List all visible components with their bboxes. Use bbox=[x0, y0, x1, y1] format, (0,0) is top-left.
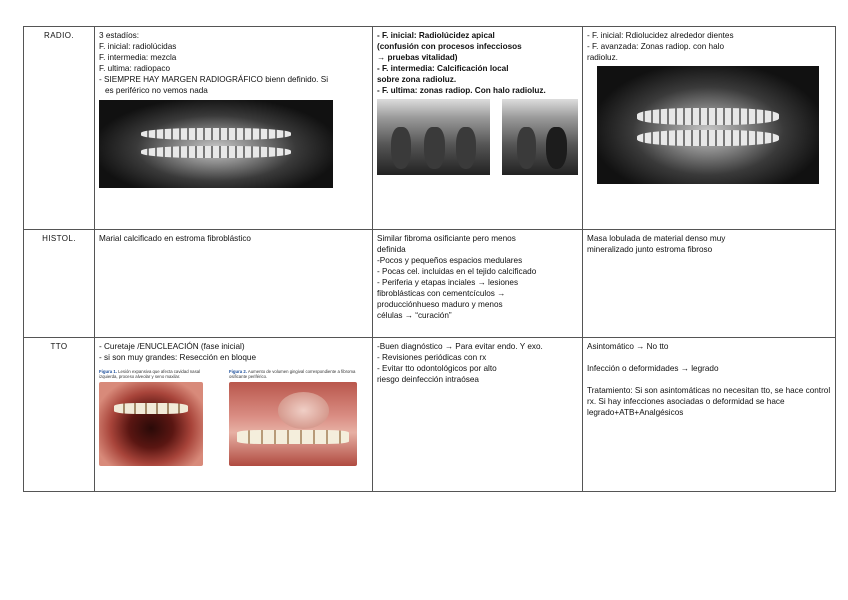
text-line: 3 estadíos: bbox=[99, 31, 140, 40]
text-line: - F. intermedia: Calcificación local bbox=[377, 64, 509, 73]
figure-2 bbox=[229, 369, 357, 466]
intraoral-photo bbox=[229, 382, 357, 466]
panoramic-xray-image bbox=[597, 66, 819, 184]
cell-radio-col3 bbox=[583, 27, 836, 230]
text-line: - F. avanzada: Zonas radiop. con halo bbox=[587, 42, 724, 51]
row-label-histol: HISTOL. bbox=[24, 230, 95, 338]
text-line: F. ultima: radiopaco bbox=[99, 64, 170, 73]
clinical-photo-group bbox=[99, 369, 368, 466]
cell-radio-col1 bbox=[95, 27, 373, 230]
cell-tto-col2 bbox=[373, 338, 583, 492]
intraoral-photo bbox=[99, 382, 203, 466]
periapical-xray-image bbox=[377, 99, 490, 175]
text-line: es periférico no vemos nada bbox=[105, 86, 208, 95]
periapical-xray-group bbox=[377, 99, 578, 175]
table-row-tto bbox=[24, 338, 836, 492]
text-line: → pruebas vitalidad) bbox=[377, 53, 458, 62]
cell-tto-col3 bbox=[583, 338, 836, 492]
text-line: - Periferia y etapas inciales → lesiones bbox=[377, 278, 519, 287]
cell-histol-col3 bbox=[583, 230, 836, 338]
comparison-table bbox=[23, 26, 836, 492]
text-line: - Pocas cel. incluidas en el tejido calcificado bbox=[377, 267, 537, 276]
text-line: F. intermedia: mezcla bbox=[99, 53, 177, 62]
text-line: Similar fibroma osificiante pero menos bbox=[377, 234, 516, 243]
text-line: radioluz. bbox=[587, 53, 618, 62]
text-line: Marial calcificado en estroma fibroblástico bbox=[99, 234, 251, 243]
text-line: mineralizado junto estroma fibroso bbox=[587, 245, 713, 254]
text-line: definida bbox=[377, 245, 406, 254]
text-line: F. inicial: radiolúcidas bbox=[99, 42, 177, 51]
table-row-radio bbox=[24, 27, 836, 230]
text-line: riesgo deinfección intraósea bbox=[377, 375, 479, 384]
text-line: - Evitar tto odontológicos por alto bbox=[377, 364, 497, 373]
text-line: (confusión con procesos infecciosos bbox=[377, 42, 522, 51]
periapical-xray-image bbox=[502, 99, 578, 175]
text-line: - Curetaje /ENUCLEACIÓN (fase inicial) bbox=[99, 342, 245, 351]
text-line: -Pocos y pequeños espacios medulares bbox=[377, 256, 523, 265]
cell-histol-col2 bbox=[373, 230, 583, 338]
text-line: células → “curación” bbox=[377, 311, 452, 320]
text-line: - SIEMPRE HAY MARGEN RADIOGRÁFICO bienn definido. Si bbox=[99, 75, 329, 84]
text-paragraph: Tratamiento: Si son asintomáticas no necesitan tto, se hace control rx. Si hay infecciones asociadas o deformidad se hace legrado+ATB+Analgésicos bbox=[587, 386, 831, 417]
row-label-radio: RADIO. bbox=[24, 27, 95, 230]
table-row-histol bbox=[24, 230, 836, 338]
panoramic-xray-image bbox=[99, 100, 333, 188]
text-line: -Buen diagnóstico → Para evitar endo. Y exo. bbox=[377, 342, 543, 351]
text-line: Infección o deformidades → legrado bbox=[587, 364, 719, 373]
row-label-tto: TTO bbox=[24, 338, 95, 492]
text-line: producciónhueso maduro y menos bbox=[377, 300, 503, 309]
figure-caption: Figura 1. Lesión expansiva que afecta cavidad nasal izquierda, proceso alveolar y seno maxilar. bbox=[99, 369, 201, 380]
figure-1 bbox=[99, 369, 203, 466]
text-line: Masa lobulada de material denso muy bbox=[587, 234, 726, 243]
cell-radio-col2 bbox=[373, 27, 583, 230]
cell-histol-col1 bbox=[95, 230, 373, 338]
figure-caption: Figura 2. Aumento de volumen gingival correspondiente a fibroma osificante periférico. bbox=[229, 369, 356, 380]
text-line: - F. ultima: zonas radiop. Con halo radioluz. bbox=[377, 86, 546, 95]
cell-tto-col1 bbox=[95, 338, 373, 492]
text-line: fibroblásticas con cementcículos → bbox=[377, 289, 506, 298]
text-line: - F. inicial: Rdiolucidez alrededor dientes bbox=[587, 31, 734, 40]
text-line: - si son muy grandes: Resección en bloque bbox=[99, 353, 257, 362]
text-line: Asintomático → No tto bbox=[587, 342, 669, 351]
text-line: - F. inicial: Radiolúcidez apical bbox=[377, 31, 495, 40]
text-line: - Revisiones periódicas con rx bbox=[377, 353, 487, 362]
text-line: sobre zona radioluz. bbox=[377, 75, 457, 84]
